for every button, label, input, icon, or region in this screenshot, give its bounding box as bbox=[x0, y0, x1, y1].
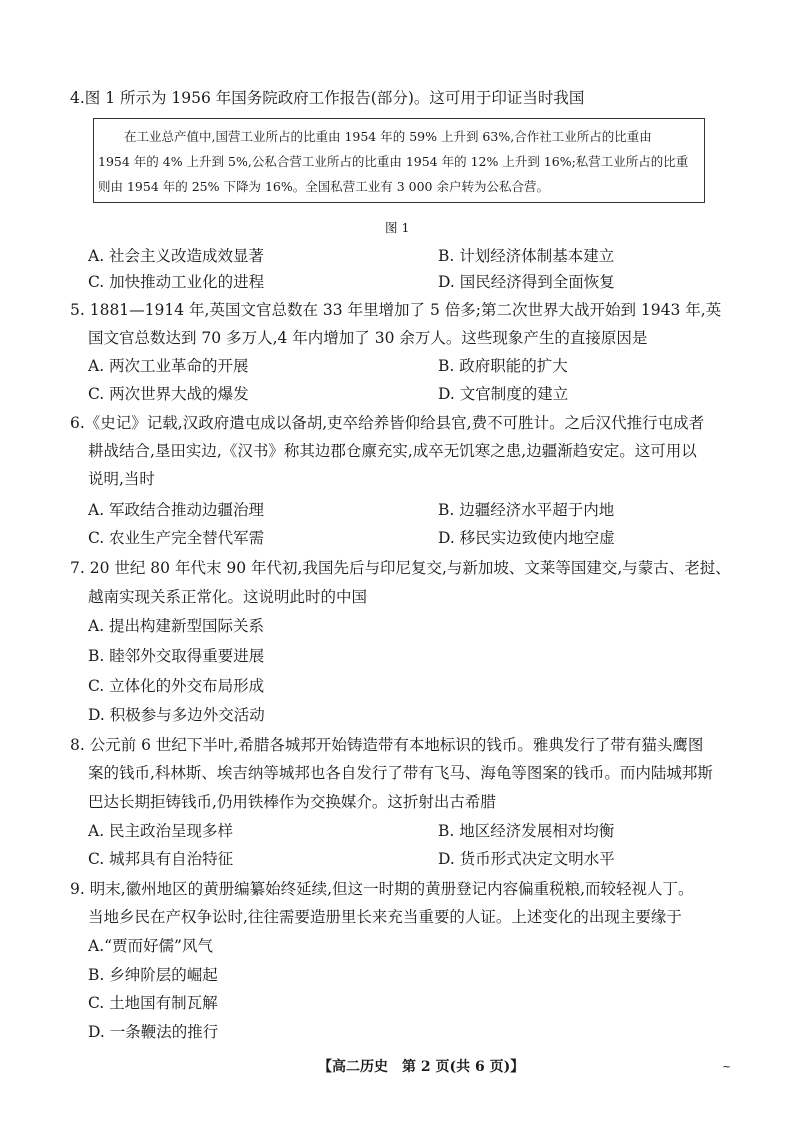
q6-option-d: D. 移民实边致使内地空虚 bbox=[438, 529, 615, 547]
q6-option-a: A. 军政结合推动边疆治理 bbox=[88, 501, 265, 519]
q4-option-d: D. 国民经济得到全面恢复 bbox=[438, 273, 615, 291]
q9-option-a: A.“贾而好儒”风气 bbox=[88, 937, 213, 955]
q4-stem: 4.图 1 所示为 1956 年国务院政府工作报告(部分)。这可用于印证当时我国 bbox=[70, 89, 585, 107]
q9-stem-line-2: 当地乡民在产权争讼时,往往需要造册里长来充当重要的人证。上述变化的出现主要缘于 bbox=[88, 908, 682, 926]
q4-option-b: B. 计划经济体制基本建立 bbox=[438, 247, 615, 265]
q5-option-a: A. 两次工业革命的开展 bbox=[88, 357, 249, 375]
q6-option-b: B. 边疆经济水平超于内地 bbox=[438, 501, 615, 519]
q4-option-a: A. 社会主义改造成效显著 bbox=[88, 247, 265, 265]
q8-option-c: C. 城邦具有自治特征 bbox=[88, 850, 234, 868]
q6-stem-line-3: 说明,当时 bbox=[88, 470, 155, 488]
q9-option-c: C. 土地国有制瓦解 bbox=[88, 994, 218, 1012]
page-footer: 【高二历史 第 2 页(共 6 页)】 bbox=[318, 1059, 525, 1075]
q9-option-b: B. 乡绅阶层的崛起 bbox=[88, 966, 218, 984]
q8-stem-line-3: 巴达长期拒铸钱币,仍用铁棒作为交换媒介。这折射出古希腊 bbox=[88, 793, 496, 811]
q5-stem-line-2: 国文官总数达到 70 多万人,4 年内增加了 30 余万人。这些现象产生的直接原因是 bbox=[88, 329, 648, 347]
q4-quote-box bbox=[93, 118, 705, 203]
q6-option-c: C. 农业生产完全替代军需 bbox=[88, 529, 265, 547]
q7-option-d: D. 积极参与多边外交活动 bbox=[88, 706, 265, 724]
q8-stem-line-2: 案的钱币,科林斯、埃吉纳等城邦也各自发行了带有飞马、海龟等图案的钱币。而内陆城邦斯 bbox=[88, 764, 713, 782]
q5-stem-line-1: 5. 1881—1914 年,英国文官总数在 33 年里增加了 5 倍多;第二次世界大战开始到 1943 年,英 bbox=[70, 301, 722, 319]
q7-stem-line-1: 7. 20 世纪 80 年代末 90 年代初,我国先后与印尼复交,与新加坡、文莱等国建交,与蒙古、老挝、 bbox=[70, 559, 731, 577]
q7-option-b: B. 睦邻外交取得重要进展 bbox=[88, 647, 265, 665]
q9-stem-line-1: 9. 明末,徽州地区的黄册编纂始终延续,但这一时期的黄册登记内容偏重税粮,而较轻视人丁。 bbox=[70, 880, 694, 898]
q7-stem-line-2: 越南实现关系正常化。这说明此时的中国 bbox=[88, 588, 368, 606]
q4-option-c: C. 加快推动工业化的进程 bbox=[88, 273, 265, 291]
q8-option-a: A. 民主政治呈现多样 bbox=[88, 822, 234, 840]
q7-option-c: C. 立体化的外交布局形成 bbox=[88, 677, 265, 695]
q5-option-c: C. 两次世界大战的爆发 bbox=[88, 385, 249, 403]
figure-caption: 图 1 bbox=[385, 220, 410, 235]
q4-box-line-3: 则由 1954 年的 25% 下降为 16%。全国私营工业有 3 000 余户转为公私合营。 bbox=[98, 179, 549, 194]
q8-option-b: B. 地区经济发展相对均衡 bbox=[438, 822, 615, 840]
q4-box-line-1: 在工业总产值中,国营工业所占的比重由 1954 年的 59% 上升到 63%,合作社工业所占的比重由 bbox=[124, 129, 652, 144]
q5-option-b: B. 政府职能的扩大 bbox=[438, 357, 568, 375]
q7-option-a: A. 提出构建新型国际关系 bbox=[88, 617, 265, 635]
q6-stem-line-2: 耕战结合,垦田实边,《汉书》称其边郡仓廪充实,成卒无饥寒之患,边疆渐趋安定。这可用以 bbox=[88, 442, 697, 460]
q8-option-d: D. 货币形式决定文明水平 bbox=[438, 850, 615, 868]
q8-stem-line-1: 8. 公元前 6 世纪下半叶,希腊各城邦开始铸造带有本地标识的钱币。雅典发行了带有猫头鹰图 bbox=[70, 736, 704, 754]
q9-option-d: D. 一条鞭法的推行 bbox=[88, 1023, 219, 1041]
q6-stem-line-1: 6.《史记》记载,汉政府遣屯成以备胡,吏卒给养皆仰给县官,费不可胜计。之后汉代推行屯成者 bbox=[70, 414, 705, 432]
q4-box-line-2: 1954 年的 4% 上升到 5%,公私合营工业所占的比重由 1954 年的 12% 上升到 16%;私营工业所占的比重 bbox=[98, 154, 689, 169]
corner-mark: ~ bbox=[722, 1060, 732, 1073]
q5-option-d: D. 文官制度的建立 bbox=[438, 385, 569, 403]
